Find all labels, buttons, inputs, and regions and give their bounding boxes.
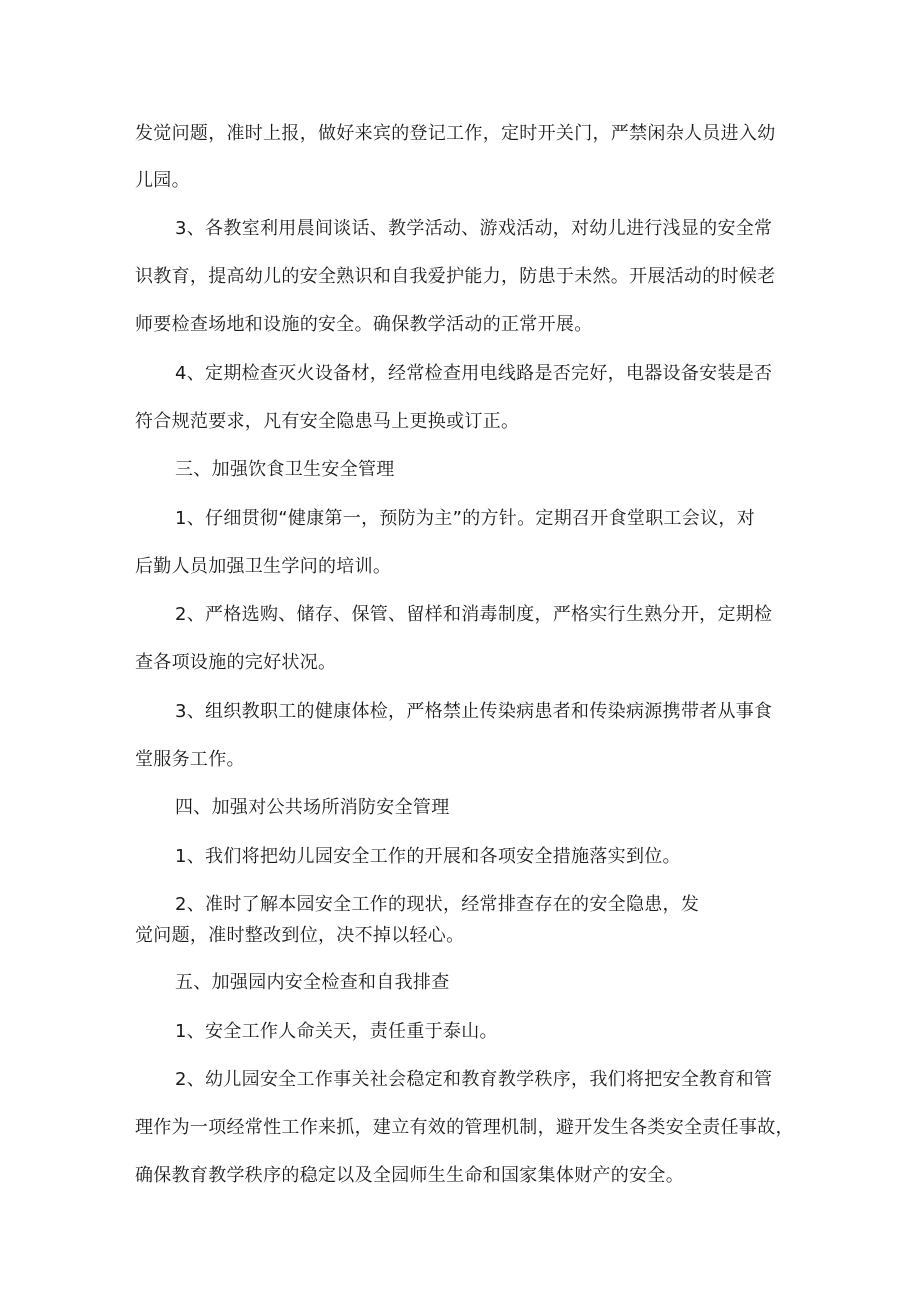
- text-line: 发觉问题，准时上报，做好来宾的登记工作，定时开关门，严禁闲杂人员进入幼: [135, 123, 776, 144]
- text-line: 3、组织教职工的健康体检，严格禁止传染病患者和传染病源携带者从事食: [175, 701, 773, 722]
- text-line: 后勤人员加强卫生学问的培训。: [135, 556, 392, 577]
- text-line: 觉问题，准时整改到位，决不掉以轻心。: [135, 925, 465, 946]
- text-line: 确保教育教学秩序的稳定以及全园师生生命和国家集体财产的安全。: [135, 1165, 684, 1186]
- text-line: 1、安全工作人命关天，责任重于泰山。: [175, 1021, 498, 1042]
- text-line: 符合规范要求，凡有安全隐患马上更换或订正。: [135, 411, 520, 432]
- text-line: 查各项设施的完好状况。: [135, 652, 337, 673]
- text-line: 1、仔细贯彻“健康第一，预防为主”的方针。定期召开食堂职工会议，对: [175, 508, 755, 529]
- text-line: 2、准时了解本园安全工作的现状，经常排查存在的安全隐患，发: [175, 894, 700, 915]
- text-line: 识教育，提高幼儿的安全熟识和自我爱护能力，防患于未然。开展活动的时候老: [135, 266, 776, 287]
- text-line: 4、定期检查灭火设备材，经常检查用电线路是否完好，电器设备安装是否: [175, 363, 773, 384]
- text-line: 儿园。: [135, 170, 190, 191]
- text-line: 1、我们将把幼儿园安全工作的开展和各项安全措施落实到位。: [175, 846, 681, 867]
- text-line: 2、幼儿园安全工作事关社会稳定和教育教学秩序，我们将把安全教育和管: [175, 1069, 773, 1090]
- section-heading: 三、加强饮食卫生安全管理: [175, 459, 395, 480]
- text-line: 堂服务工作。: [135, 749, 245, 770]
- text-line: 3、各教室利用晨间谈话、教学活动、游戏活动，对幼儿进行浅显的安全常: [175, 218, 773, 239]
- section-heading: 五、加强园内安全检查和自我排查: [175, 972, 450, 993]
- text-line: 2、严格选购、储存、保管、留样和消毒制度，严格实行生熟分开，定期检: [175, 604, 773, 625]
- text-line: 师要检查场地和设施的安全。确保教学活动的正常开展。: [135, 314, 593, 335]
- text-line: 理作为一项经常性工作来抓，建立有效的管理机制，避开发生各类安全责任事故，: [135, 1117, 794, 1138]
- section-heading: 四、加强对公共场所消防安全管理: [175, 797, 450, 818]
